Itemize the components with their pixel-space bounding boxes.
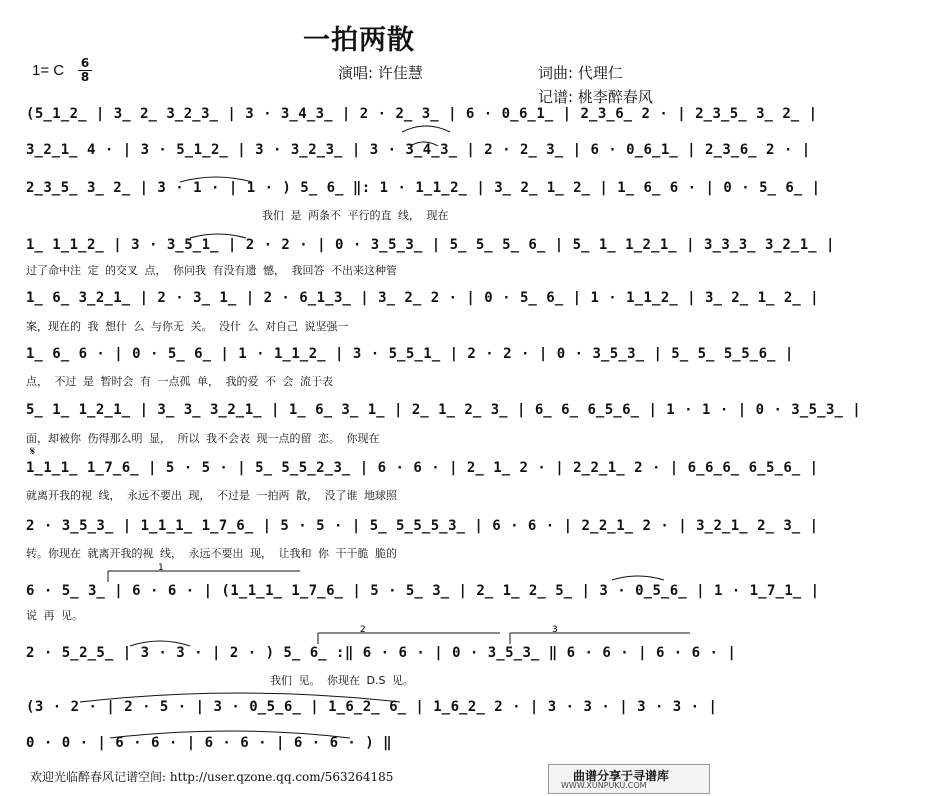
score-row: 0 · 0 · | 6 · 6 · | 6 · 6 · | 6 · 6 · ) ‖ (26, 735, 393, 751)
transcriber-credit: 记谱: 桃李醉春风 (538, 88, 653, 106)
lyric-row: 案，现在的 我 想什 么 与你无 关。 没什 么 对自己 说坚强一 (26, 320, 349, 333)
time-signature-bottom: 8 (80, 70, 90, 84)
score-row: (5̲1̲2̲ | 3̲ 2̲ 3̲2̲3̲ | 3 · 3̲4̲3̲ | 2 · 2̲ 3̲ | 6 · 0̲6̲1̲ | 2̲3̲6̲ 2 · | 2̲3̲5̲ 3̲ 2̲ | (26, 106, 818, 122)
source-badge-url[interactable]: WWW.XUNPUKU.COM (561, 781, 647, 790)
lyric-row: 点， 不过 是 暂时会 有 一点孤 单， 我的爱 不 会 流于表 (26, 375, 333, 388)
lyric-row: 转。你现在 就离开我的视 线， 永远不要出 现， 让我和 你 干干脆 脆的 (26, 547, 397, 560)
source-badge[interactable] (548, 764, 710, 794)
score-row: 1̲1̲1̲ 1̲7̲6̲ | 5 · 5 · | 5̲ 5̲5̲2̲3̲ | 6 · 6 · | 2̲ 1̲ 2 · | 2̲2̲1̲ 2 · | 6̲6̲6̲ 6̲5̲6̲ | (26, 460, 819, 476)
score-row: 3̲2̲1̲ 4 · | 3 · 5̲1̲2̲ | 3 · 3̲2̲3̲ | 3 · 3̲4̲3̲ | 2 · 2̲ 3̲ | 6 · 0̲6̲1̲ | 2̲3̲6̲ 2 · | (26, 142, 811, 158)
volta-label: 1 (158, 563, 164, 573)
score-row: 2̲3̲5̲ 3̲ 2̲ | 3 · 1 · | 1 · ) 5̲ 6̲ ‖: 1 · 1̲1̲2̲ | 3̲ 2̲ 1̲ 2̲ | 1̲ 6̲ 6 · | 0 · 5̲ 6̲ | (26, 180, 821, 196)
source-badge-title: 曲谱分享于寻谱库 (573, 769, 670, 783)
score-row: 2 · 3̲5̲3̲ | 1̲1̲1̲ 1̲7̲6̲ | 5 · 5 · | 5̲ 5̲5̲5̲3̲ | 6 · 6 · | 2̲2̲1̲ 2 · | 3̲2̲1̲ 2̲ 3̲ | (26, 518, 819, 534)
slur-mark (130, 641, 190, 646)
score-row: 2 · 5̲2̲5̲ | 3 · 3 · | 2 · ) 5̲ 6̲ :‖ 6 · 6 · | 0 · 3̲5̲3̲ ‖ 6 · 6 · | 6 · 6 · | (26, 645, 737, 661)
lyric-row: 说 再 见。 (26, 609, 83, 622)
tie-mark (80, 693, 400, 702)
lyric-row: 面，却被你 伤得那么明 显， 所以 我不会表 现一点的留 恋。 你现在 (26, 432, 380, 445)
key-signature: 1= C (32, 62, 65, 79)
time-signature-top: 6 (80, 56, 90, 70)
song-title: 一拍两散 (303, 25, 415, 56)
singer-credit: 演唱: 许佳慧 (338, 64, 423, 82)
slur-mark (190, 234, 246, 238)
lyric-row: 就离开我的视 线， 永远不要出 现， 不过是 一拍两 散， 没了谁 地球照 (26, 489, 397, 502)
lyric-row: 过了命中注 定 的交叉 点， 你问我 有没有遗 憾， 我回答 不出来这种管 (26, 264, 397, 277)
slur-mark (180, 177, 252, 182)
segno-icon: 𝄋 (30, 444, 36, 458)
tie-mark (110, 731, 350, 738)
volta-label: 2 (360, 625, 366, 635)
slur-mark (410, 142, 438, 146)
score-row: 1̲ 1̲1̲2̲ | 3 · 3̲5̲1̲ | 2 · 2 · | 0 · 3̲5̲3̲ | 5̲ 5̲ 5̲ 6̲ | 5̲ 1̲ 1̲2̲1̲ | 3̲3̲3̲ 3̲2̲1̲ | (26, 237, 835, 253)
score-row: 1̲ 6̲ 6 · | 0 · 5̲ 6̲ | 1 · 1̲1̲2̲ | 3 · 5̲5̲1̲ | 2 · 2 · | 0 · 3̲5̲3̲ | 5̲ 5̲ 5̲5̲6̲ | (26, 346, 794, 362)
lyric-row: 我们 见。 你现在 D.S 见。 (270, 674, 414, 687)
score-row: 5̲ 1̲ 1̲2̲1̲ | 3̲ 3̲ 3̲2̲1̲ | 1̲ 6̲ 3̲ 1̲ | 2̲ 1̲ 2̲ 3̲ | 6̲ 6̲ 6̲5̲6̲ | 1 · 1 · | 0 · 3̲5̲3̲ | (26, 402, 862, 418)
score-row: 6 · 5̲ 3̲ | 6 · 6 · | (1̲1̲1̲ 1̲7̲6̲ | 5 · 5̲ 3̲ | 2̲ 1̲ 2̲ 5̲ | 3 · 0̲5̲6̲ | 1 · 1̲7̲1̲ | (26, 583, 820, 599)
footer-note: 欢迎光临醉春风记谱空间: http://user.qzone.qq.com/563264185 (30, 770, 394, 784)
volta-label: 3 (552, 625, 558, 635)
slur-mark (612, 576, 664, 580)
composer-credit: 词曲: 代理仁 (538, 64, 623, 82)
score-row: (3 · 2 · | 2 · 5 · | 3 · 0̲5̲6̲ | 1̲6̲2̲ 6̲ | 1̲6̲2̲ 2 · | 3 · 3 · | 3 · 3 · | (26, 699, 718, 715)
slur-mark (402, 126, 450, 132)
lyric-row: 我们 是 两条不 平行的直 线， 现在 (262, 209, 449, 222)
score-row: 1̲ 6̲ 3̲2̲1̲ | 2 · 3̲ 1̲ | 2 · 6̲1̲3̲ | 3̲ 2̲ 2 · | 0 · 5̲ 6̲ | 1 · 1̲1̲2̲ | 3̲ 2̲ 1̲ 2̲ | (26, 290, 820, 306)
